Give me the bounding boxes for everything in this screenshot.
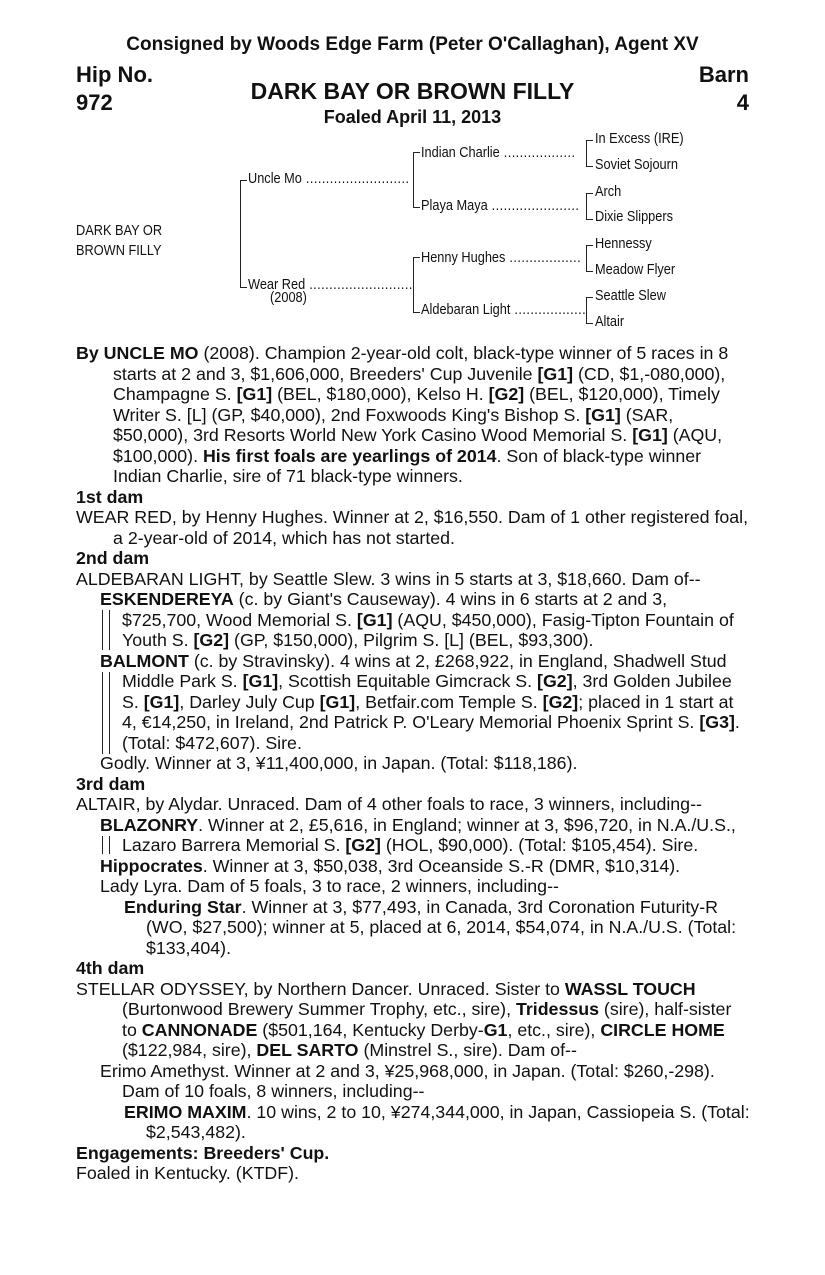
- pedigree-bracket-g2: [586, 193, 593, 220]
- second-dam-text: ALDEBARAN LIGHT, by Seattle Slew. 3 wins in 5 starts at 3, $18,660. Dam of--: [76, 568, 701, 589]
- produce-hippocrates: Hippocrates. Winner at 3, $50,038, 3rd Oceanside S.-R (DMR, $10,314).: [100, 855, 681, 876]
- dagger-bars: [102, 610, 110, 650]
- pedigree-bracket-sire: [413, 152, 420, 208]
- produce-blazonry: BLAZONRY. Winner at 2, £5,616, in England; winner at 3, $96,720, in N.A./U.S., Lazaro Barrera Memorial S. [G2] (HOL, $90,000). (Total: $105,454). Sire.: [100, 814, 736, 855]
- produce-lady-lyra: Lady Lyra. Dam of 5 foals, 3 to race, 2 winners, including--: [100, 876, 559, 896]
- pedigree-g2: Soviet Sojourn: [595, 157, 678, 173]
- pedigree-bracket-g3: [586, 245, 593, 272]
- produce-erimo-amethyst: Erimo Amethyst. Winner at 2 and 3, ¥25,968,000, in Japan. (Total: $260,-298). Dam of 10 foals, 8 winners, including--: [100, 1060, 715, 1101]
- third-dam-heading: 3rd dam: [76, 773, 146, 794]
- produce-enduring-star: Enduring Star. Winner at 3, $77,493, in Canada, 3rd Coronation Futurity-R (WO, $27,500); winner at 5, placed at 6, 2014, $54,074, in N.A./U.S. (Total: $133,404).: [124, 896, 737, 958]
- pedigree-sire-sire: Indian Charlie ..................: [421, 145, 576, 161]
- pedigree-g4: Dixie Slippers: [595, 209, 674, 225]
- third-dam-text: ALTAIR, by Alydar. Unraced. Dam of 4 other foals to race, 3 winners, including--: [76, 794, 702, 814]
- pedigree-g6: Meadow Flyer: [595, 262, 676, 278]
- catalog-body: [76, 343, 750, 1184]
- horse-name-balmont: BALMONT: [100, 650, 189, 671]
- produce-balmont: BALMONT (c. by Stravinsky). 4 wins at 2, £268,922, in England, Shadwell Stud Middle Park S. [G1], Scottish Equitable Gimcrack S. [G2], 3rd Golden Jubilee S. [G1], Darley July Cup [G1], Betfair.com Temple S. [G2]; placed in 1 start at 4, €14,250, in Ireland, 2nd Patrick P. O'Leary Memorial Phoenix Sprint S. [G3]. (Total: $472,607). Sire.: [100, 650, 740, 753]
- horse-name-blazonry: BLAZONRY: [100, 814, 199, 835]
- engagements: Engagements: Breeders' Cup.: [76, 1142, 330, 1163]
- barn-label: Barn: [698, 62, 749, 87]
- pedigree-bracket-dam: [413, 257, 420, 313]
- first-dam-text: WEAR RED, by Henny Hughes. Winner at 2, $16,550. Dam of 1 other registered foal, a 2-year-old of 2014, which has not started.: [76, 507, 749, 548]
- fourth-dam-text: STELLAR ODYSSEY, by Northern Dancer. Unraced. Sister to WASSL TOUCH (Burtonwood Brewery Summer Trophy, etc., sire), Tridessus (sire), half-sister to CANNONADE ($501,164, Kentucky Derby-G1, etc., sire), CIRCLE HOME ($122,984, sire), DEL SARTO (Minstrel S., sire). Dam of--: [76, 978, 732, 1060]
- horse-name-eskendereya: ESKENDEREYA: [100, 589, 234, 609]
- produce-godly: Godly. Winner at 3, ¥11,400,000, in Japan. (Total: $118,186).: [100, 753, 578, 773]
- foaled-date: Foaled April 11, 2013: [323, 107, 502, 127]
- pedigree-bracket-g4: [586, 297, 593, 324]
- second-dam-heading: 2nd dam: [76, 548, 150, 568]
- dagger-bars: [102, 836, 110, 854]
- pedigree-g3: Arch: [595, 184, 622, 200]
- pedigree-dam-sire: Henny Hughes ..................: [421, 250, 582, 266]
- barn-number: 4: [736, 90, 749, 115]
- pedigree-g1: In Excess (IRE): [595, 131, 684, 147]
- pedigree-sire: Uncle Mo ..........................: [248, 171, 410, 187]
- hip-number: 972: [76, 90, 113, 115]
- pedigree-bracket-main: [240, 180, 247, 288]
- foaled-in: Foaled in Kentucky. (KTDF).: [76, 1163, 299, 1183]
- produce-eskendereya: ESKENDEREYA (c. by Giant's Causeway). 4 wins in 6 starts at 2 and 3, $725,700, Wood Memorial S. [G1] (AQU, $450,000), Fasig-Tipton Fountain of Youth S. [G2] (GP, $150,000), Pilgrim S. [L] (BEL, $93,300).: [100, 589, 734, 650]
- pedigree-g7: Seattle Slew: [595, 288, 666, 304]
- page-title: DARK BAY OR BROWN FILLY: [250, 78, 575, 104]
- produce-erimo-maxim: ERIMO MAXIM. 10 wins, 2 to 10, ¥274,344,000, in Japan, Cassiopeia S. (Total: $2,543,482).: [124, 1101, 750, 1142]
- fourth-dam-heading: 4th dam: [76, 958, 145, 978]
- pedigree-dam-year: (2008): [270, 290, 307, 306]
- pedigree-g8: Altair: [595, 314, 625, 330]
- consignor-line: Consigned by Woods Edge Farm (Peter O'Callaghan), Agent XV: [126, 34, 699, 55]
- dagger-bars: [102, 672, 110, 754]
- pedigree-sire-dam: Playa Maya ......................: [421, 198, 580, 214]
- pedigree-g5: Hennessy: [595, 236, 652, 252]
- pedigree-dam-dam: Aldebaran Light ..................: [421, 302, 587, 318]
- pedigree-subject-line1: DARK BAY OR: [76, 223, 163, 239]
- first-dam-heading: 1st dam: [76, 486, 144, 507]
- pedigree-subject-line2: BROWN FILLY: [76, 243, 162, 259]
- sire-paragraph: By UNCLE MO (2008). Champion 2-year-old colt, black-type winner of 5 races in 8 starts at 2 and 3, $1,606,000, Breeders' Cup Juvenile [G1] (CD, $1,-080,000), Champagne S. [G1] (BEL, $180,000), Kelso H. [G2] (BEL, $120,000), Timely Writer S. [L] (GP, $40,000), 2nd Foxwoods King's Bishop S. [G1] (SAR, $50,000), 3rd Resorts World New York Casino Wood Memorial S. [G1] (AQU, $100,000). His first foals are yearlings of 2014. Son of black-type winner Indian Charlie, sire of 71 black-type winners.: [76, 343, 729, 486]
- pedigree-bracket-g1: [586, 140, 593, 167]
- pedigree-dam: Wear Red ..........................: [248, 277, 413, 293]
- hip-label: Hip No.: [76, 62, 153, 87]
